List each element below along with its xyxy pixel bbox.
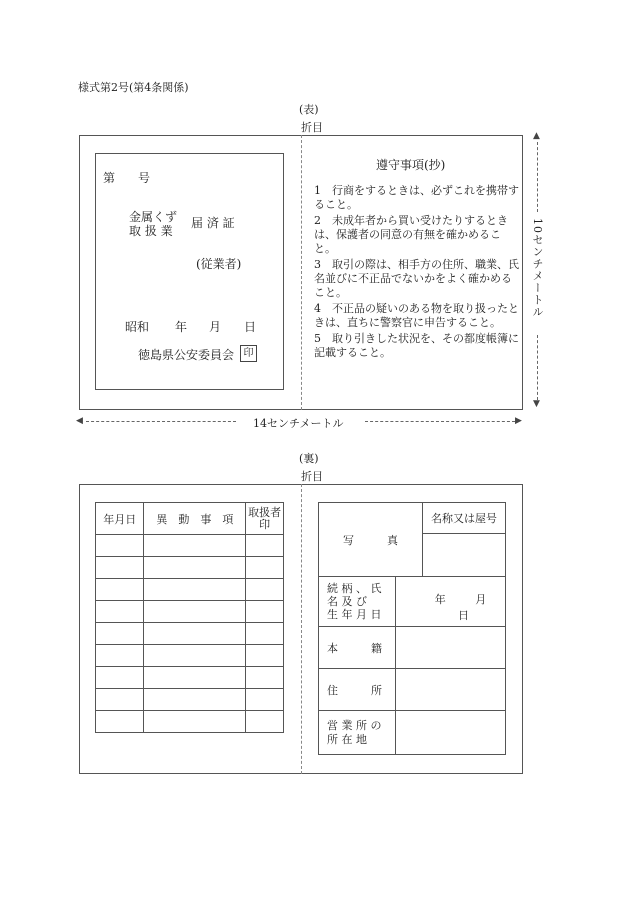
height-label: 10センチメートル (531, 218, 544, 318)
arrow-down-icon: ▼ (533, 399, 540, 409)
card-month: 月 (209, 320, 222, 334)
card-title-line1: 金属くず (129, 210, 178, 224)
relation-label: 続 柄 、 氏 名 及 び 生 年 月 日 (319, 577, 396, 627)
arrow-right-icon: ▶ (515, 416, 522, 426)
table-row (319, 627, 506, 669)
rule-item: 2 未成年者から買い受けたりするときは、保護者の同意の有無を確かめること。 (314, 214, 508, 255)
table-row (96, 579, 284, 601)
birth-date: 年 月 日 (396, 577, 506, 627)
form-label: 様式第2号(第4条関係) (78, 81, 189, 94)
history-table (95, 502, 284, 733)
height-dim-line-top (537, 142, 538, 212)
table-row (96, 689, 284, 711)
card-title-right: 届 済 証 (191, 216, 235, 230)
card-number-prefix: 第 (103, 171, 116, 185)
table-row (96, 503, 284, 535)
name-header: 名称又は屋号 (423, 503, 506, 534)
card-day: 日 (244, 320, 257, 334)
front-heading: (表) (299, 103, 319, 116)
card-number-suffix: 号 (138, 171, 151, 185)
name-value (423, 534, 506, 577)
info-table (318, 502, 506, 755)
table-row (319, 503, 506, 534)
header-change: 異 動 事 項 (144, 503, 246, 535)
header-seal: 取扱者印 (246, 503, 284, 535)
header-date: 年月日 (96, 503, 144, 535)
card-era: 昭和 (125, 320, 150, 334)
rules-list (314, 184, 520, 360)
table-row (96, 623, 284, 645)
table-row (96, 601, 284, 623)
address-label: 住 所 (319, 669, 396, 711)
table-row (96, 667, 284, 689)
width-dim-line-right (365, 421, 515, 422)
photo-cell: 写 真 (319, 503, 423, 577)
front-fold-line (301, 135, 302, 410)
honseki-label: 本 籍 (319, 627, 396, 669)
rule-item: 4 不正品の疑いのある物を取り扱ったときは、直ちに警察官に申告すること。 (314, 302, 519, 329)
width-dim-line-left (86, 421, 236, 422)
back-fold-line (301, 484, 302, 774)
card-year: 年 (175, 320, 188, 334)
card-issuer: 徳島県公安委員会 (138, 348, 235, 362)
front-fold-label: 折目 (301, 121, 323, 134)
back-fold-label: 折目 (301, 470, 323, 483)
table-row (96, 535, 284, 557)
width-label: 14センチメートル (253, 417, 344, 430)
table-row (319, 577, 506, 627)
table-row (319, 669, 506, 711)
rule-item: 3 取引の際は、相手方の住所、職業、氏名並びに不正品でないかをよく確かめること。 (314, 258, 519, 299)
table-row (319, 711, 506, 755)
rule-item: 5 取り引きした状況を、その都度帳簿に記載すること。 (314, 332, 519, 359)
arrow-up-icon: ▲ (533, 131, 540, 141)
back-heading: (裏) (299, 452, 319, 465)
card-worker: (従業者) (196, 257, 242, 271)
table-row (96, 645, 284, 667)
table-row (96, 557, 284, 579)
rule-item: 1 行商をするときは、必ずこれを携帯すること。 (314, 184, 519, 211)
office-label: 営 業 所 の 所 在 地 (319, 711, 396, 755)
rules-title: 遵守事項(抄) (376, 158, 446, 172)
seal-box: 印 (240, 345, 257, 362)
table-row (96, 711, 284, 733)
card-title-line2: 取 扱 業 (129, 224, 173, 238)
arrow-left-icon: ◀ (76, 416, 83, 426)
height-dim-line-bottom (537, 335, 538, 400)
